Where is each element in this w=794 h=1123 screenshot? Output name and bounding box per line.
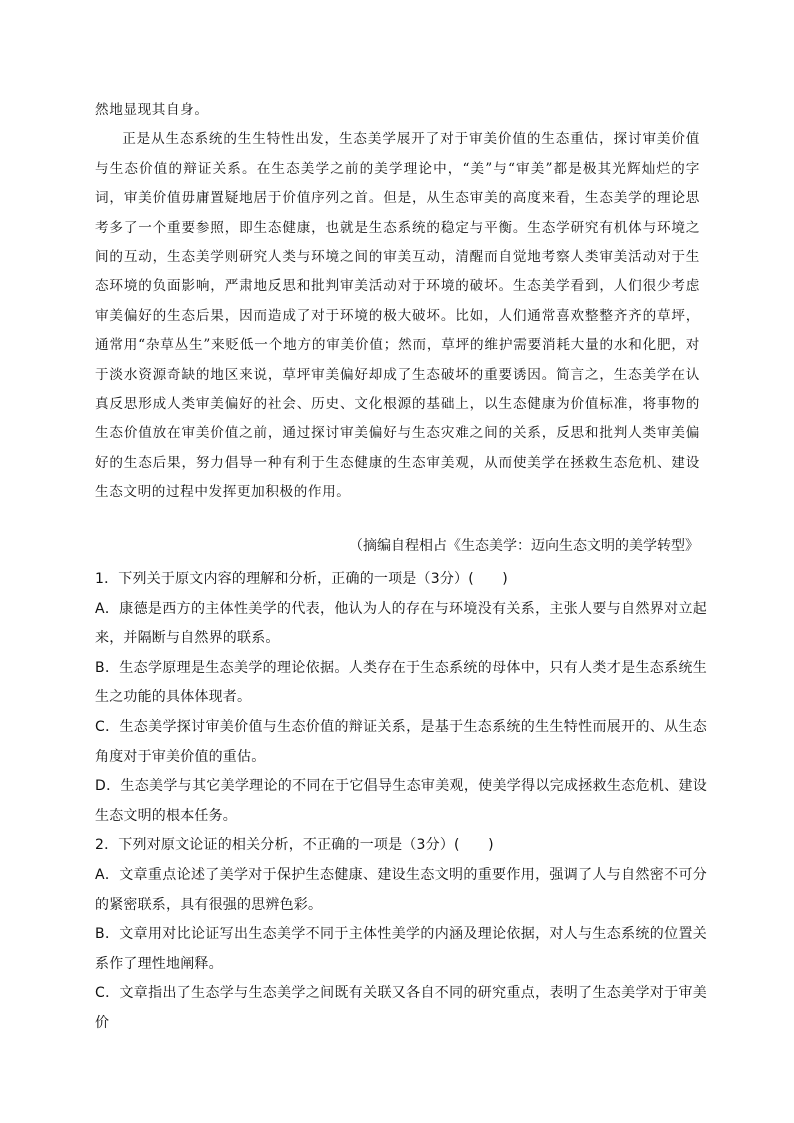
question-2 [95, 831, 707, 1038]
question-list [95, 565, 707, 1039]
option-c: C．文章指出了生态学与生态美学之间既有关联又各自不同的研究重点，表明了生态美学对于审美价 [95, 985, 707, 1031]
source-citation: （摘编自程相占《生态美学：迈向生态文明的美学转型》 [349, 538, 699, 554]
option-d: D．生态美学与其它美学理论的不同在于它倡导生态审美观，使美学得以完成拯救生态危机、建设生态文明的根本任务。 [95, 778, 707, 824]
question-stem: 2．下列对原文论证的相关分析，不正确的一项是（3分）( ) [95, 837, 494, 854]
passage-tail: 然地显现其自身。 [95, 102, 209, 118]
option-b: B．文章用对比论证写出生态美学不同于主体性美学的内涵及理论依据，对人与生态系统的位置关系作了理性地阐释。 [95, 926, 707, 972]
question-1 [95, 565, 707, 831]
passage-paragraph: 正是从生态系统的生生特性出发，生态美学展开了对于审美价值的生态重估，探讨审美价值与生态价值的辩证关系。在生态美学之前的美学理论中，“美”与“审美”都是极其光辉灿烂的字词，审美价值毋庸置疑地居于价值序列之首。但是，从生态审美的高度来看，生态美学的理论思考多了一个重要参照，即生态健康，也就是生态系统的稳定与平衡。生态学研究有机体与环境之间的互动，生态美学则研究人类与环境之间的审美互动，清醒而自觉地考察人类审美活动对于生态环境的负面影响，严肃地反思和批判审美活动对于环境的破坏。生态美学看到，人们很少考虑审美偏好的生态后果，因而造成了对于环境的极大破坏。比如，人们通常喜欢整整齐齐的草坪，通常用“杂草丛生”来贬低一个地方的审美价值；然而，草坪的维护需要消耗大量的水和化肥，对于淡水资源奇缺的地区来说，草坪审美偏好却成了生态破坏的重要诱因。简言之，生态美学在认真反思形成人类审美偏好的社会、历史、文化根源的基础上，以生态健康为价值标准，将事物的生态价值放在审美价值之前，通过探讨审美偏好与生态灾难之间的关系，反思和批判人类审美偏好的生态后果，努力倡导一种有利于生态健康的生态审美观，从而使美学在拯救生态危机、建设生态文明的过程中发挥更加积极的作用。 [95, 131, 700, 501]
question-stem: 1．下列关于原文内容的理解和分析，正确的一项是（3分）( ) [95, 571, 508, 587]
passage [95, 96, 700, 508]
option-c: C．生态美学探讨审美价值与生态价值的辩证关系，是基于生态系统的生生特性而展开的、从生态角度对于审美价值的重估。 [95, 718, 707, 765]
option-a: A．康德是西方的主体性美学的代表，他认为人的存在与环境没有关系，主张人要与自然界对立起来，并隔断与自然界的联系。 [95, 600, 707, 647]
option-a: A．文章重点论述了美学对于保护生态健康、建设生态文明的重要作用，强调了人与自然密不可分的紧密联系，具有很强的思辨色彩。 [95, 866, 707, 913]
option-b: B．生态学原理是生态美学的理论依据。人类存在于生态系统的母体中，只有人类才是生态系统生生之功能的具体体现者。 [95, 659, 707, 706]
